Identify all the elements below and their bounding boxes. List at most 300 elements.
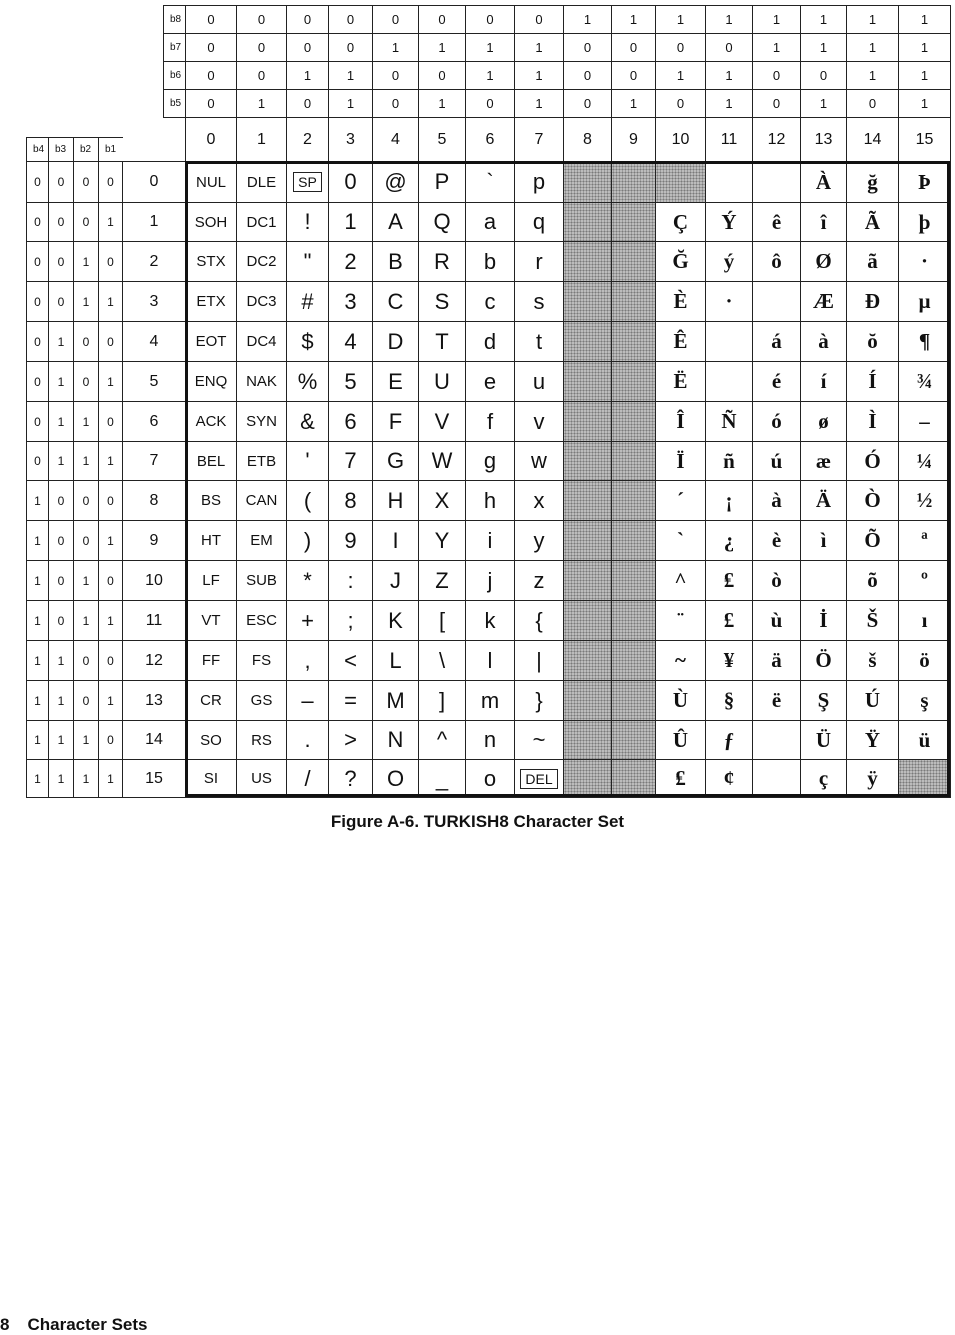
row-bit: 0 <box>73 520 99 561</box>
ascii-char: ` <box>465 161 515 203</box>
control-char: ETX <box>185 281 237 322</box>
extended-char <box>705 361 753 402</box>
extended-char: Ò <box>846 480 899 521</box>
header-bit: 0 <box>372 89 419 118</box>
row-bit: 0 <box>48 520 74 561</box>
control-char: SUB <box>236 560 287 601</box>
extended-char: Î <box>655 401 706 442</box>
row-bit: 0 <box>73 480 99 521</box>
ascii-char: [ <box>418 600 466 641</box>
control-char: DC1 <box>236 202 287 242</box>
extended-char: Ğ <box>655 241 706 282</box>
extended-char: ø <box>800 401 847 442</box>
header-bit: 0 <box>752 89 801 118</box>
row-bit: 1 <box>26 720 49 760</box>
control-char: GS <box>236 680 287 721</box>
header-bit: 1 <box>846 33 899 62</box>
page-footer <box>0 1315 165 1335</box>
row-number: 14 <box>122 720 186 760</box>
control-char: SOH <box>185 202 237 242</box>
row-bit: 0 <box>98 560 123 601</box>
row-bit: 0 <box>26 161 49 203</box>
bit-label-b5: b5 <box>163 89 186 118</box>
row-number: 2 <box>122 241 186 282</box>
extended-char: Ñ <box>705 401 753 442</box>
ascii-char: @ <box>372 161 419 203</box>
ascii-char: J <box>372 560 419 601</box>
ascii-char: ; <box>328 600 373 641</box>
ascii-char: k <box>465 600 515 641</box>
unused-cell <box>611 361 656 402</box>
control-char: NUL <box>185 161 237 203</box>
header-bit: 0 <box>236 5 287 34</box>
ascii-char: a <box>465 202 515 242</box>
row-bit: 1 <box>73 401 99 442</box>
bit-label-b6: b6 <box>163 61 186 90</box>
header-bit: 1 <box>705 5 753 34</box>
extended-char: µ <box>898 281 951 322</box>
extended-char: ¨ <box>655 600 706 641</box>
ascii-char: g <box>465 441 515 481</box>
row-bit: 0 <box>98 401 123 442</box>
bit-label-b7: b7 <box>163 33 186 62</box>
ascii-char: S <box>418 281 466 322</box>
ascii-char: B <box>372 241 419 282</box>
bit-label-b4: b4 <box>26 137 49 162</box>
extended-char <box>898 759 951 798</box>
row-bit: 0 <box>98 321 123 362</box>
extended-char: þ <box>898 202 951 242</box>
row-bit: 1 <box>48 321 74 362</box>
ascii-char: V <box>418 401 466 442</box>
ascii-char: $ <box>286 321 329 362</box>
header-bit: 1 <box>372 33 419 62</box>
row-bit: 0 <box>98 241 123 282</box>
ascii-char: ? <box>328 759 373 798</box>
extended-char: ½ <box>898 480 951 521</box>
extended-char: ý <box>705 241 753 282</box>
ascii-char: Z <box>418 560 466 601</box>
extended-char: õ <box>846 560 899 601</box>
ascii-char: y <box>514 520 564 561</box>
bit-label-b2: b2 <box>73 137 99 162</box>
row-bit: 1 <box>26 759 49 798</box>
ascii-char: > <box>328 720 373 760</box>
header-bit: 1 <box>611 89 656 118</box>
unused-cell <box>563 321 612 362</box>
header-bit: 0 <box>655 89 706 118</box>
ascii-char: z <box>514 560 564 601</box>
header-bit: 1 <box>655 61 706 90</box>
ascii-char: ^ <box>418 720 466 760</box>
ascii-char: v <box>514 401 564 442</box>
column-number: 8 <box>563 117 612 162</box>
unused-cell <box>611 560 656 601</box>
control-char: ENQ <box>185 361 237 402</box>
header-bit: 1 <box>465 33 515 62</box>
column-number: 11 <box>705 117 753 162</box>
extended-char: – <box>898 401 951 442</box>
ascii-char: p <box>514 161 564 203</box>
row-number: 0 <box>122 161 186 203</box>
header-bit: 0 <box>563 33 612 62</box>
column-number: 7 <box>514 117 564 162</box>
ascii-char: ] <box>418 680 466 721</box>
row-bit: 1 <box>73 600 99 641</box>
control-char: DLE <box>236 161 287 203</box>
row-bit: 0 <box>98 720 123 760</box>
extended-char: ë <box>752 680 801 721</box>
control-char: ESC <box>236 600 287 641</box>
ascii-char: L <box>372 640 419 681</box>
unused-cell <box>563 480 612 521</box>
header-bit: 0 <box>185 89 237 118</box>
row-bit: 0 <box>73 361 99 402</box>
row-bit: 1 <box>98 361 123 402</box>
ascii-char: 6 <box>328 401 373 442</box>
ascii-char: M <box>372 680 419 721</box>
ascii-char: 5 <box>328 361 373 402</box>
header-bit: 1 <box>800 5 847 34</box>
unused-cell <box>611 202 656 242</box>
header-bit: 1 <box>705 89 753 118</box>
ascii-char <box>286 161 329 203</box>
ascii-char: 9 <box>328 520 373 561</box>
row-bit: 0 <box>26 401 49 442</box>
extended-char: í <box>800 361 847 402</box>
column-number: 12 <box>752 117 801 162</box>
extended-char: ₤ <box>705 560 753 601</box>
header-bit: 0 <box>611 33 656 62</box>
extended-char: Ú <box>846 680 899 721</box>
control-char: RS <box>236 720 287 760</box>
row-number: 1 <box>122 202 186 242</box>
row-bit: 0 <box>73 640 99 681</box>
extended-char: ì <box>800 520 847 561</box>
extended-char: ŏ <box>846 321 899 362</box>
unused-cell <box>563 680 612 721</box>
row-bit: 0 <box>48 600 74 641</box>
ascii-char: E <box>372 361 419 402</box>
extended-char: £ <box>705 600 753 641</box>
control-char: DC4 <box>236 321 287 362</box>
row-bit: 0 <box>48 560 74 601</box>
header-bit: 0 <box>236 33 287 62</box>
header-bit: 0 <box>372 61 419 90</box>
extended-char: · <box>705 281 753 322</box>
ascii-char: # <box>286 281 329 322</box>
row-bit: 0 <box>48 480 74 521</box>
header-bit: 0 <box>846 89 899 118</box>
ascii-char: C <box>372 281 419 322</box>
header-bit: 1 <box>705 61 753 90</box>
extended-char: ñ <box>705 441 753 481</box>
row-number: 10 <box>122 560 186 601</box>
unused-cell <box>563 720 612 760</box>
row-bit: 1 <box>48 680 74 721</box>
unused-cell <box>611 441 656 481</box>
unused-cell <box>563 560 612 601</box>
ascii-char: – <box>286 680 329 721</box>
ascii-char: : <box>328 560 373 601</box>
header-bit: 1 <box>846 61 899 90</box>
unused-cell <box>611 640 656 681</box>
extended-char <box>705 161 753 203</box>
header-bit: 1 <box>655 5 706 34</box>
row-bit: 0 <box>26 361 49 402</box>
extended-char: ş <box>898 680 951 721</box>
page-number: 8 <box>0 1315 10 1334</box>
row-number: 12 <box>122 640 186 681</box>
extended-char: È <box>655 281 706 322</box>
ascii-char: w <box>514 441 564 481</box>
header-bit: 1 <box>514 33 564 62</box>
control-char: BEL <box>185 441 237 481</box>
ascii-char: F <box>372 401 419 442</box>
row-bit: 1 <box>98 441 123 481</box>
extended-char: ó <box>752 401 801 442</box>
row-bit: 0 <box>48 202 74 242</box>
extended-char: ğ <box>846 161 899 203</box>
header-bit: 1 <box>752 5 801 34</box>
row-number: 8 <box>122 480 186 521</box>
header-bit: 1 <box>898 61 951 90</box>
control-char: US <box>236 759 287 798</box>
ascii-char: 0 <box>328 161 373 203</box>
unused-cell <box>563 361 612 402</box>
header-bit: 0 <box>514 5 564 34</box>
ascii-char: 1 <box>328 202 373 242</box>
extended-char: ¡ <box>705 480 753 521</box>
row-number: 15 <box>122 759 186 798</box>
header-bit: 0 <box>185 33 237 62</box>
extended-char: ª <box>898 520 951 561</box>
control-char: VT <box>185 600 237 641</box>
control-char: SYN <box>236 401 287 442</box>
column-number: 10 <box>655 117 706 162</box>
ascii-char: d <box>465 321 515 362</box>
ascii-char: < <box>328 640 373 681</box>
ascii-char: G <box>372 441 419 481</box>
bit-label-b3: b3 <box>48 137 74 162</box>
unused-cell <box>563 202 612 242</box>
control-char: NAK <box>236 361 287 402</box>
extended-char: Ç <box>655 202 706 242</box>
row-bit: 0 <box>26 202 49 242</box>
header-bit: 1 <box>236 89 287 118</box>
header-bit: 0 <box>611 61 656 90</box>
row-bit: 1 <box>26 480 49 521</box>
ascii-char: 4 <box>328 321 373 362</box>
extended-char: ¢ <box>705 759 753 798</box>
ascii-char: o <box>465 759 515 798</box>
extended-char: Ø <box>800 241 847 282</box>
ascii-char: * <box>286 560 329 601</box>
unused-cell <box>611 401 656 442</box>
header-bit: 0 <box>328 5 373 34</box>
extended-char: ` <box>655 520 706 561</box>
row-bit: 1 <box>48 361 74 402</box>
extended-char: ƒ <box>705 720 753 760</box>
row-bit: 0 <box>98 480 123 521</box>
header-bit: 0 <box>752 61 801 90</box>
unused-cell <box>563 401 612 442</box>
ascii-char: n <box>465 720 515 760</box>
row-bit: 1 <box>48 759 74 798</box>
row-bit: 1 <box>48 720 74 760</box>
extended-char: à <box>800 321 847 362</box>
ascii-char: X <box>418 480 466 521</box>
extended-char: Ÿ <box>846 720 899 760</box>
unused-cell <box>611 520 656 561</box>
control-char: HT <box>185 520 237 561</box>
extended-char: ç <box>800 759 847 798</box>
row-bit: 0 <box>26 241 49 282</box>
ascii-char: A <box>372 202 419 242</box>
extended-char: İ <box>800 600 847 641</box>
ascii-char: _ <box>418 759 466 798</box>
row-bit: 1 <box>26 640 49 681</box>
row-bit: 0 <box>73 202 99 242</box>
column-number: 3 <box>328 117 373 162</box>
header-bit: 1 <box>465 61 515 90</box>
column-number: 0 <box>185 117 237 162</box>
row-bit: 1 <box>98 680 123 721</box>
header-bit: 0 <box>236 61 287 90</box>
ascii-char: & <box>286 401 329 442</box>
column-number: 15 <box>898 117 951 162</box>
extended-char: Ï <box>655 441 706 481</box>
ascii-char: . <box>286 720 329 760</box>
ascii-char: + <box>286 600 329 641</box>
extended-char <box>752 759 801 798</box>
header-bit: 1 <box>752 33 801 62</box>
row-bit: 0 <box>48 241 74 282</box>
extended-char: ö <box>898 640 951 681</box>
column-number: 13 <box>800 117 847 162</box>
ascii-char: f <box>465 401 515 442</box>
ascii-char: 3 <box>328 281 373 322</box>
bit-label-b1: b1 <box>98 137 123 162</box>
row-number: 6 <box>122 401 186 442</box>
extended-char: î <box>800 202 847 242</box>
row-bit: 1 <box>48 640 74 681</box>
extended-char: Í <box>846 361 899 402</box>
ascii-char: N <box>372 720 419 760</box>
extended-char: ^ <box>655 560 706 601</box>
control-char: SO <box>185 720 237 760</box>
extended-char: À <box>800 161 847 203</box>
header-bit: 0 <box>372 5 419 34</box>
ascii-char: i <box>465 520 515 561</box>
extended-char <box>752 720 801 760</box>
bit-label-b8: b8 <box>163 5 186 34</box>
extended-char: Õ <box>846 520 899 561</box>
extended-char: Ü <box>800 720 847 760</box>
extended-char: ı <box>898 600 951 641</box>
extended-char: ´ <box>655 480 706 521</box>
row-bit: 1 <box>98 281 123 322</box>
ascii-char <box>514 759 564 798</box>
control-char: FS <box>236 640 287 681</box>
extended-char: ô <box>752 241 801 282</box>
row-bit: 1 <box>48 441 74 481</box>
column-number: 4 <box>372 117 419 162</box>
row-bit: 1 <box>26 560 49 601</box>
column-number: 2 <box>286 117 329 162</box>
extended-char: ¾ <box>898 361 951 402</box>
extended-char: ù <box>752 600 801 641</box>
control-char: SI <box>185 759 237 798</box>
header-bit: 1 <box>328 61 373 90</box>
unused-cell <box>611 680 656 721</box>
header-bit: 0 <box>185 5 237 34</box>
header-bit: 0 <box>185 61 237 90</box>
control-char: EM <box>236 520 287 561</box>
extended-char <box>752 161 801 203</box>
row-bit: 1 <box>73 281 99 322</box>
header-bit: 1 <box>898 89 951 118</box>
unused-cell <box>611 600 656 641</box>
header-bit: 0 <box>286 89 329 118</box>
control-char: DC3 <box>236 281 287 322</box>
ascii-char: l <box>465 640 515 681</box>
ascii-char: % <box>286 361 329 402</box>
unused-cell <box>563 600 612 641</box>
control-char: BS <box>185 480 237 521</box>
row-bit: 1 <box>26 600 49 641</box>
row-bit: 0 <box>73 321 99 362</box>
extended-char: æ <box>800 441 847 481</box>
extended-char: º <box>898 560 951 601</box>
ascii-char-label: DEL <box>520 769 557 789</box>
extended-char: Ã <box>846 202 899 242</box>
extended-char: ~ <box>655 640 706 681</box>
control-char: ETB <box>236 441 287 481</box>
extended-char: Ä <box>800 480 847 521</box>
extended-char: ÿ <box>846 759 899 798</box>
ascii-char: 2 <box>328 241 373 282</box>
ascii-char: Q <box>418 202 466 242</box>
extended-char: Ö <box>800 640 847 681</box>
extended-char <box>800 560 847 601</box>
control-char: CR <box>185 680 237 721</box>
ascii-char: x <box>514 480 564 521</box>
header-bit: 0 <box>418 61 466 90</box>
header-bit: 1 <box>563 5 612 34</box>
extended-char: § <box>705 680 753 721</box>
extended-char <box>752 281 801 322</box>
extended-char: ò <box>752 560 801 601</box>
extended-char: à <box>752 480 801 521</box>
row-bit: 1 <box>26 680 49 721</box>
header-bit: 0 <box>705 33 753 62</box>
extended-char: Ù <box>655 680 706 721</box>
column-number: 9 <box>611 117 656 162</box>
header-bit: 1 <box>418 33 466 62</box>
ascii-char: K <box>372 600 419 641</box>
row-bit: 1 <box>98 759 123 798</box>
ascii-char: t <box>514 321 564 362</box>
ascii-char: I <box>372 520 419 561</box>
row-bit: 0 <box>98 640 123 681</box>
ascii-char: ~ <box>514 720 564 760</box>
ascii-char: { <box>514 600 564 641</box>
row-bit: 1 <box>26 520 49 561</box>
extended-char: é <box>752 361 801 402</box>
ascii-char: O <box>372 759 419 798</box>
section-title: Character Sets <box>27 1315 148 1334</box>
